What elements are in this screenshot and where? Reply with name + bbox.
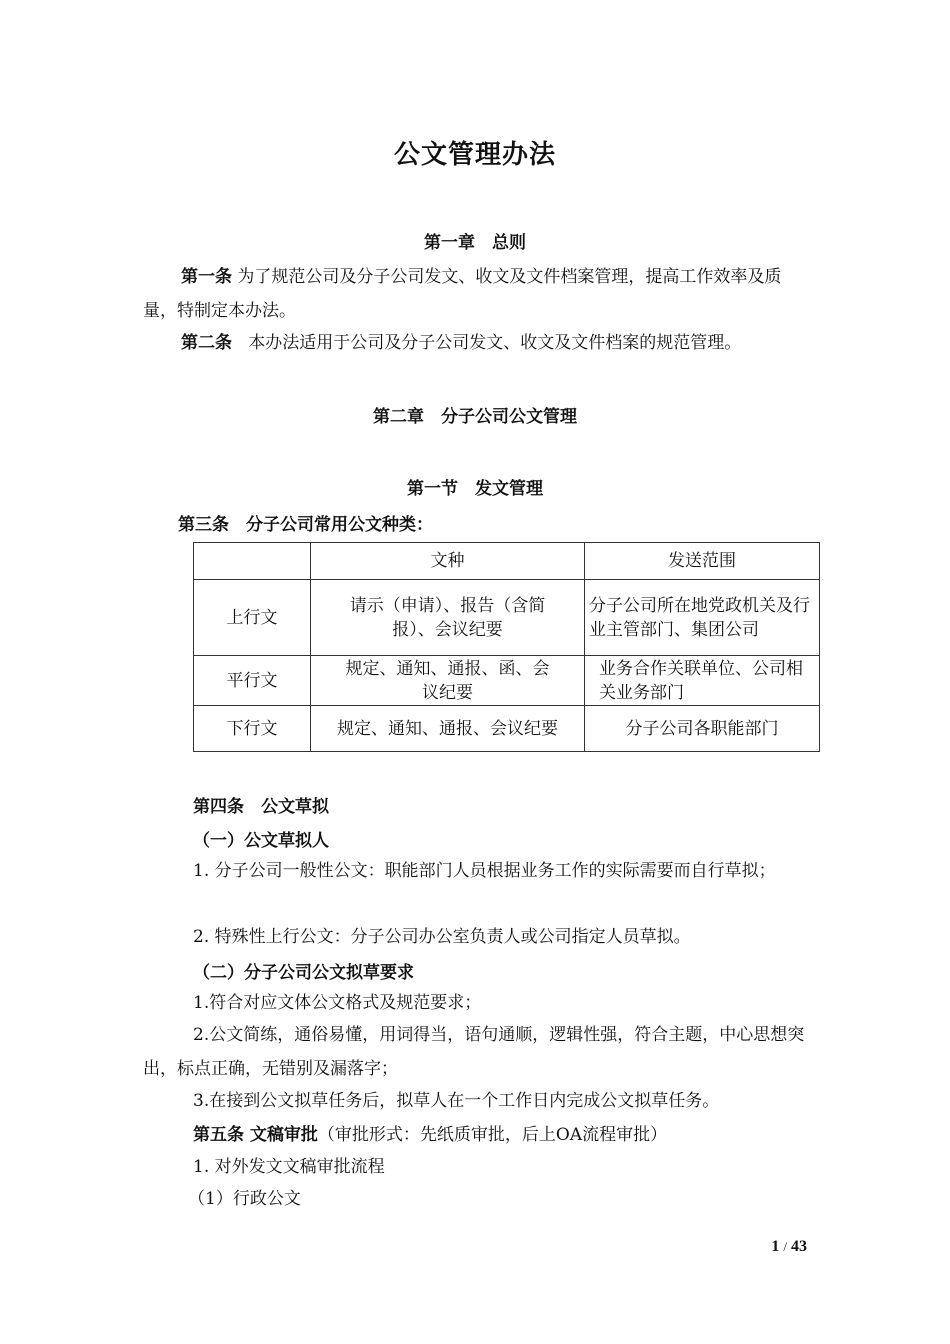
table-cell-scope: 分子公司各职能部门 [585, 706, 820, 752]
table-cell-type: 下行文 [194, 706, 311, 752]
article-4-item-1: 1. 分子公司一般性公文：职能部门人员根据业务工作的实际需要而自行草拟； [193, 861, 776, 881]
article-5-label: 第五条 文稿审批 [193, 1125, 318, 1145]
article-1-text: 为了规范公司及分子公司发文、收文及文件档案管理，提高工作效率及质量，特制定本办法。 [143, 267, 782, 321]
article-4-subheading-1: （一）公文草拟人 [193, 831, 329, 851]
table-cell-kinds: 请示（申请）、报告（含简报）、会议纪要 [311, 580, 585, 656]
section-1-heading: 第一节 发文管理 [407, 479, 543, 499]
article-2-text: 本办法适用于公司及分子公司发文、收文及文件档案的规范管理。 [248, 333, 742, 353]
table-cell-kinds: 规定、通知、通报、函、会议纪要 [311, 656, 585, 706]
article-2-label: 第二条 [181, 333, 232, 353]
page-number: 1 / 43 [771, 1238, 807, 1255]
document-kinds-table [193, 542, 820, 752]
article-3-heading: 第三条 分子公司常用公文种类： [178, 515, 433, 535]
table-header-cell [194, 543, 311, 580]
table-header-cell: 文种 [311, 543, 585, 580]
table-header-row [194, 543, 820, 580]
article-5-line [193, 1118, 667, 1152]
article-1 [143, 260, 807, 328]
table-cell-scope: 业务合作关联单位、公司相关业务部门 [585, 656, 820, 706]
document-title: 公文管理办法 [393, 140, 556, 170]
article-4-item-2: 2. 特殊性上行公文：分子公司办公室负责人或公司指定人员草拟。 [193, 927, 691, 947]
chapter-1-heading: 第一章 总则 [424, 233, 526, 253]
table-header-cell: 发送范围 [585, 543, 820, 580]
table-cell-type: 平行文 [194, 656, 311, 706]
article-2 [143, 326, 807, 360]
article-5-note: （审批形式：先纸质审批，后上OA流程审批） [317, 1125, 668, 1145]
article-5-item-1-sub: （1）行政公文 [188, 1189, 301, 1209]
article-4-requirement-1: 1.符合对应文体公文格式及规范要求； [193, 993, 482, 1013]
table-cell-type: 上行文 [194, 580, 311, 656]
table-row [194, 580, 820, 656]
article-4-heading: 第四条 公文草拟 [193, 797, 329, 817]
table-row [194, 656, 820, 706]
chapter-2-heading: 第二章 分子公司公文管理 [373, 407, 577, 427]
article-4-requirement-2: 2.公文简练，通俗易懂，用词得当，语句通顺，逻辑性强，符合主题，中心思想突出，标点正确，无错别及漏落字； [143, 1025, 805, 1079]
page-current: 1 [771, 1238, 780, 1255]
table-row [194, 706, 820, 752]
table-cell-kinds: 规定、通知、通报、会议纪要 [311, 706, 585, 752]
table-cell-scope: 分子公司所在地党政机关及行业主管部门、集团公司 [585, 580, 820, 656]
article-4-subheading-2: （二）分子公司公文拟草要求 [193, 963, 414, 983]
article-5-item-1: 1. 对外发文文稿审批流程 [193, 1157, 385, 1177]
page-total: 43 [791, 1238, 807, 1255]
article-1-label: 第一条 [181, 267, 232, 287]
article-4-requirement-3: 3.在接到公文拟草任务后，拟草人在一个工作日内完成公文拟草任务。 [193, 1091, 720, 1111]
